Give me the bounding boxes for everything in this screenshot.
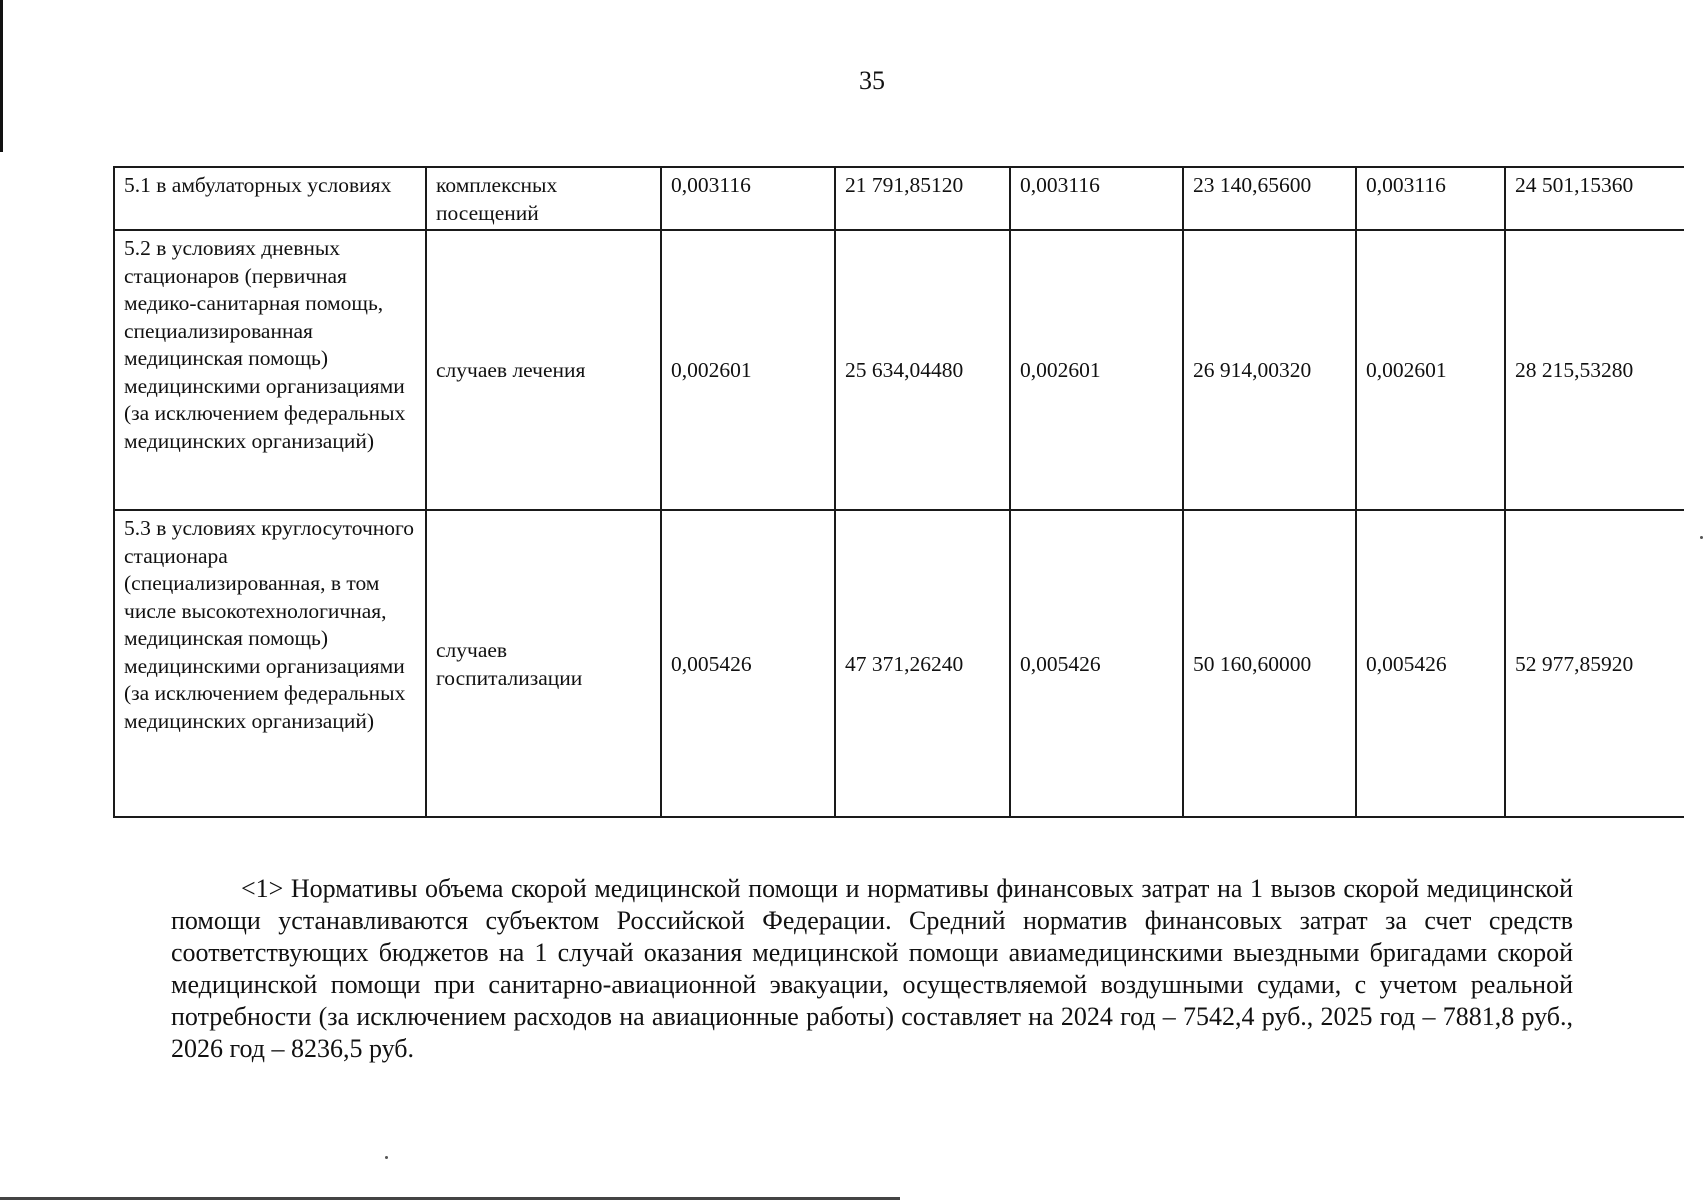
footnote-text: <1> Нормативы объема скорой медицинской помощи и нормативы финансовых затрат на 1 вызов скорой медицинской помощи устанавливаются субъектом Российской Федерации. Средний норматив финансовых затрат за счет средств соответствующих бюджетов на 1 случай оказания медицинской помощи авиамедицинскими выездными бригадами скорой медицинской помощи при санитарно-авиационной эвакуации, осуществляемой воздушными судами, с учетом реальной потребности (за исключением расходов на авиационные работы) составляет на 2024 год – 7542,4 руб., 2025 год – 7881,8 руб., 2026 год – 8236,5 руб. — [171, 874, 1573, 1063]
table-row — [114, 230, 1684, 510]
table-cell: 0,005426 — [1010, 510, 1183, 817]
row-unit: случаев госпитализации — [426, 510, 661, 817]
table-cell: 0,003116 — [1356, 167, 1505, 230]
table-row — [114, 167, 1684, 230]
table-cell: 47 371,26240 — [835, 510, 1010, 817]
table-cell: 26 914,00320 — [1183, 230, 1356, 510]
row-label: 5.1 в амбулаторных условиях — [114, 167, 426, 230]
table-cell: 25 634,04480 — [835, 230, 1010, 510]
table-cell: 0,005426 — [661, 510, 835, 817]
table-row — [114, 510, 1684, 817]
scan-speck — [1700, 536, 1703, 539]
table-cell: 24 501,15360 — [1505, 167, 1684, 230]
table-cell: 28 215,53280 — [1505, 230, 1684, 510]
table-cell: 0,003116 — [1010, 167, 1183, 230]
table-cell: 21 791,85120 — [835, 167, 1010, 230]
table-cell: 23 140,65600 — [1183, 167, 1356, 230]
row-unit: комплексных посещений — [426, 167, 661, 230]
table-cell: 0,002601 — [661, 230, 835, 510]
table-cell: 52 977,85920 — [1505, 510, 1684, 817]
table-cell: 0,003116 — [661, 167, 835, 230]
row-unit: случаев лечения — [426, 230, 661, 510]
page-number: 35 — [859, 66, 885, 95]
table-cell: 0,005426 — [1356, 510, 1505, 817]
table-cell: 0,002601 — [1356, 230, 1505, 510]
norms-table — [113, 166, 1684, 818]
table-cell: 50 160,60000 — [1183, 510, 1356, 817]
scan-speck — [385, 1156, 388, 1159]
table-cell: 0,002601 — [1010, 230, 1183, 510]
row-label: 5.2 в условиях дневных стационаров (первичная медико-санитарная помощь, специализированная медицинская помощь) медицинскими организациями (за исключением федеральных медицинских организаций) — [114, 230, 426, 510]
row-label: 5.3 в условиях круглосуточного стационара (специализированная, в том числе высокотехнологичная, медицинская помощь) медицинскими организациями (за исключением федеральных медицинских организаций) — [114, 510, 426, 817]
